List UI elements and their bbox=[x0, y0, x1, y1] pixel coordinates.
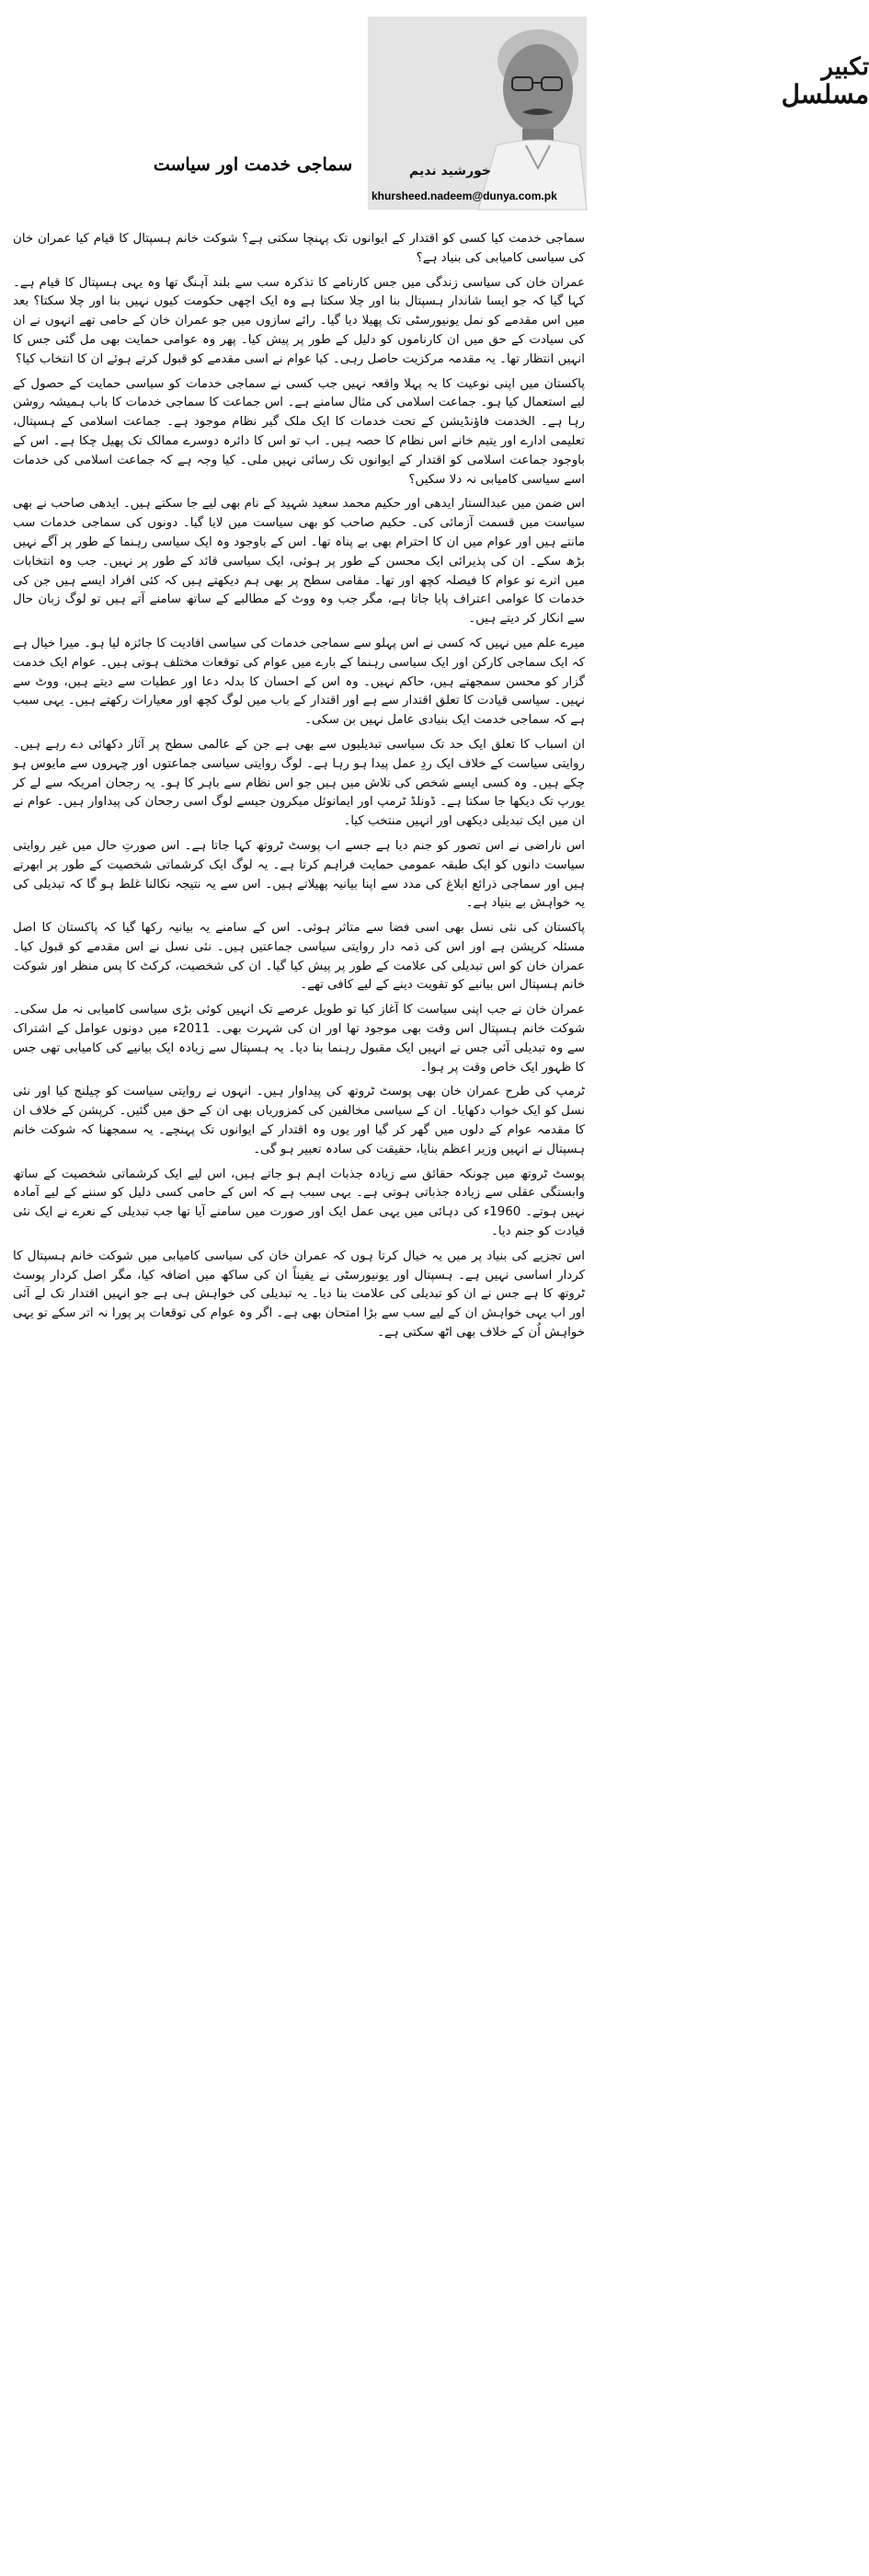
author-portrait-image bbox=[368, 17, 587, 210]
article-paragraph: عمران خان نے جب اپنی سیاست کا آغاز کیا تو طویل عرصے تک انہیں کوئی بڑی سیاسی کامیابی نہ مل سکی۔ شوکت خانم ہسپتال اس وقت بھی موجود تھا اور ان کی شہرت بھی۔ 2011ء میں دونوں عوامل کے اشتراک سے وہ تبدیلی آئی جس نے انہیں ایک مقبول رہنما بنا دیا۔ یہ ہسپتال سے زیادہ ایک بیانیے کی کامیابی تھی جس کا ظہور ایک خاص وقت پر ہوا۔ bbox=[13, 1003, 585, 1075]
author-name: خورشید ندیم bbox=[409, 164, 491, 178]
article-paragraph: اس تجزیے کی بنیاد پر میں یہ خیال کرتا ہوں کہ عمران خان کی سیاسی کامیابی میں شوکت خانم ہسپتال کا کردار اساسی نہیں ہے۔ ہسپتال اور یونیورسٹی نے یقیناً ان کی ساکھ میں اضافہ کیا، مگر اصل کردار پوسٹ ٹروتھ کا ہے جس نے ان کو تبدیلی کی علامت بنا دیا۔ یہ تبدیلی کی خواہش ہی ہے جو انہیں اقتدار تک لے آئی اور اب یہی خواہش ان کے لیے سب سے بڑا امتحان بھی ہے۔ اگر وہ عوام کی توقعات پر پورا نہ اتر سکے تو یہی خواہش اُن کے خلاف بھی اٹھ سکتی ہے۔ bbox=[13, 1248, 585, 1340]
article-paragraph: اس ناراضی نے اس تصور کو جنم دیا ہے جسے اب پوسٹ ٹروتھ کہا جاتا ہے۔ اس صورتِ حال میں غیر روایتی سیاست دانوں کو ایک طبقہ عمومی حمایت فراہم کرتا ہے۔ یہ لوگ ایک کرشماتی شخصیت کے طور پر ابھرتے ہیں اور سماجی ذرائع ابلاغ کی مدد سے اپنا بیانیہ پھیلاتے ہیں۔ اس سے یہ نتیجہ نکالنا غلط ہو گا کہ تبدیلی کی یہ خواہش بے بنیاد ہے۔ bbox=[13, 838, 585, 911]
column-name-line1: تکبیر bbox=[821, 53, 869, 81]
author-photo bbox=[368, 17, 869, 210]
article-paragraph: پاکستان کی نئی نسل بھی اسی فضا سے متاثر ہوئی۔ اس کے سامنے یہ بیانیہ رکھا گیا کہ پاکستان کا اصل مسئلہ کرپشن ہے اور اس کی ذمہ دار روایتی سیاسی جماعتیں ہیں۔ نئی نسل نے اس مقدمے کو قبول کیا۔ عمران خان کو اس تبدیلی کی علامت کے طور پر پیش کیا گیا۔ ان کی شخصیت، کرکٹ کا پس منظر اور شوکت خانم ہسپتال اس بیانیے کو تقویت دینے کے لیے کافی تھے۔ bbox=[13, 921, 585, 993]
column-header bbox=[0, 0, 869, 239]
column-name bbox=[759, 53, 869, 109]
article-paragraph: میرے علم میں نہیں کہ کسی نے اس پہلو سے سماجی خدمات کی سیاسی افادیت کا جائزہ لیا ہو۔ میرا خیال ہے کہ ایک سماجی کارکن اور ایک سیاسی رہنما کے بارے میں عوام کی توقعات مختلف ہوتی ہیں۔ عوام ایک خدمت گزار کو محسن سمجھتے ہیں، حاکم نہیں۔ وہ اس کے احسان کا بدلہ دعا اور عطیات سے دیتے ہیں، ووٹ سے نہیں۔ سیاسی قیادت کا تعلق اقتدار سے ہے اور اقتدار کے باب میں لوگ کچھ اور معیارات رکھتے ہیں۔ یہی سبب ہے کہ سماجی خدمت ایک بنیادی عامل نہیں بن سکی۔ bbox=[13, 636, 585, 728]
article-paragraph: عمران خان کی سیاسی زندگی میں جس کارنامے کا تذکرہ سب سے بلند آہنگ تھا وہ یہی ہسپتال کا قیام ہے۔ کہا گیا کہ جو ایسا شاندار ہسپتال بنا اور چلا سکتا ہے وہ ایک اچھی حکومت کیوں نہیں بنا اور چلا سکتا؟ بعد میں اس مقدمے کو نمل یونیورسٹی تک پھیلا دیا گیا۔ رائے سازوں میں جو عمران خان کے حامی تھے انہوں نے ان کی سیادت کے حق میں ان کارناموں کو دلیل کے طور پر پیش کیا۔ پھر وہ عوامی حمایت بھی مل گئی جس کا انہیں انتظار تھا۔ یہ مقدمہ مرکزیت حاصل رہی۔ کیا عوام نے اسی مقدمے کو قبول کرتے ہوئے ان کا انتخاب کیا؟ bbox=[13, 275, 585, 366]
article-title: سماجی خدمت اور سیاست bbox=[153, 155, 353, 175]
author-email[interactable]: khursheed.nadeem@dunya.com.pk bbox=[372, 190, 557, 202]
article-paragraph: پاکستان میں اپنی نوعیت کا یہ پہلا واقعہ نہیں جب کسی نے سماجی خدمات کو سیاسی حمایت کے حصول کے لیے استعمال کیا ہو۔ جماعت اسلامی کی مثال سامنے ہے۔ اس جماعت کا سماجی خدمات کا باب ہمیشہ روشن رہا ہے۔ الخدمت فاؤنڈیشن کے تحت خدمات کا ایک ملک گیر نظام موجود ہے۔ جماعت اسلامی کے ہسپتال، تعلیمی ادارے اور یتیم خانے اس نظام کا حصہ ہیں۔ اب تو اس کا دائرہ دوسرے ممالک تک پھیل چکا ہے۔ اس کے باوجود جماعت اسلامی کو اقتدار کے ایوانوں تک رسائی نہیں ملی۔ کیا وجہ ہے کہ جماعت اسلامی کی خدمات اسے سیاسی کامیابی نہ دلا سکیں؟ bbox=[13, 376, 585, 487]
article-paragraph: اس ضمن میں عبدالستار ایدھی اور حکیم محمد سعید شہید کے نام بھی لیے جا سکتے ہیں۔ ایدھی صاحب نے بھی سیاست میں قسمت آزمائی کی۔ حکیم صاحب کو بھی سیاست میں لایا گیا۔ دونوں کی سماجی خدمات سب مانتے ہیں اور عوام میں ان کا احترام بھی بے پناہ تھا۔ اس کے باوجود وہ ایک سیاسی رہنما کے طور پر آگے نہیں بڑھ سکے۔ ان کی پذیرائی ایک محسن کے طور پر ہوئی، ایک سیاسی قائد کے طور پر نہیں۔ جب وہ انتخابات میں اترے تو عوام کا فیصلہ کچھ اور تھا۔ مقامی سطح پر بھی ہم دیکھتے ہیں کہ کئی افراد ایسے ہیں جن کی خدمات کا عوامی اعتراف پایا جاتا ہے، مگر جب وہ ووٹ کے مطالبے کے ساتھ سامنے آتے ہیں تو لوگ زبان حال سے انکار کر دیتے ہیں۔ bbox=[13, 497, 585, 627]
column-name-line2: مسلسل bbox=[781, 79, 869, 109]
article-paragraph: سماجی خدمت کیا کسی کو اقتدار کے ایوانوں تک پہنچا سکتی ہے؟ شوکت خانم ہسپتال کا قیام کیا عمران خان کی سیاسی کامیابی کی بنیاد ہے؟ bbox=[13, 232, 585, 265]
article-paragraph: ان اسباب کا تعلق ایک حد تک سیاسی تبدیلیوں سے بھی ہے جن کے عالمی سطح پر آثار دکھائی دے رہے ہیں۔ روایتی سیاست کے خلاف ایک ردِ عمل پیدا ہو رہا ہے۔ لوگ روایتی سیاسی جماعتوں اور چہروں سے مایوس ہو چکے ہیں۔ وہ کسی ایسے شخص کی تلاش میں ہیں جو اس نظام سے باہر کا ہو۔ یہ رجحان امریکہ سے لے کر یورپ تک دیکھا جا سکتا ہے۔ ڈونلڈ ٹرمپ اور ایمانوئل میکرون جیسے لوگ اسی رجحان کی پیداوار ہیں۔ عوام نے ان میں ایک تبدیلی دیکھی اور انہیں منتخب کیا۔ bbox=[13, 737, 585, 829]
article-paragraph: پوسٹ ٹروتھ میں چونکہ حقائق سے زیادہ جذبات اہم ہو جاتے ہیں، اس لیے ایک کرشماتی شخصیت کے ساتھ وابستگی عقلی سے زیادہ جذباتی ہوتی ہے۔ یہی سبب ہے کہ اس کے حامی کسی دلیل کو سننے کے لیے آمادہ نہیں ہوتے۔ 1960ء کی دہائی میں یہی عمل ایک اور صورت میں سامنے آیا تھا جب تبدیلی کے نعرے نے ایک نئی قیادت کو جنم دیا۔ bbox=[13, 1167, 585, 1239]
article-body bbox=[13, 230, 585, 2562]
article-paragraph: ٹرمپ کی طرح عمران خان بھی پوسٹ ٹروتھ کی پیداوار ہیں۔ انہوں نے روایتی سیاست کو چیلنج کیا اور نئی نسل کو ایک خواب دکھایا۔ ان کے سیاسی مخالفین کی کمزوریاں بھی ان کے حق میں گئیں۔ کرپشن کے خلاف ان کا مقدمہ عوام کے دلوں میں گھر کر گیا اور یوں وہ اقتدار کے ایوانوں تک پہنچے۔ یہ سمجھنا کہ شوکت خانم ہسپتال نے انہیں وزیر اعظم بنایا، حقیقت کی سادہ تعبیر ہو گی۔ bbox=[13, 1085, 585, 1156]
